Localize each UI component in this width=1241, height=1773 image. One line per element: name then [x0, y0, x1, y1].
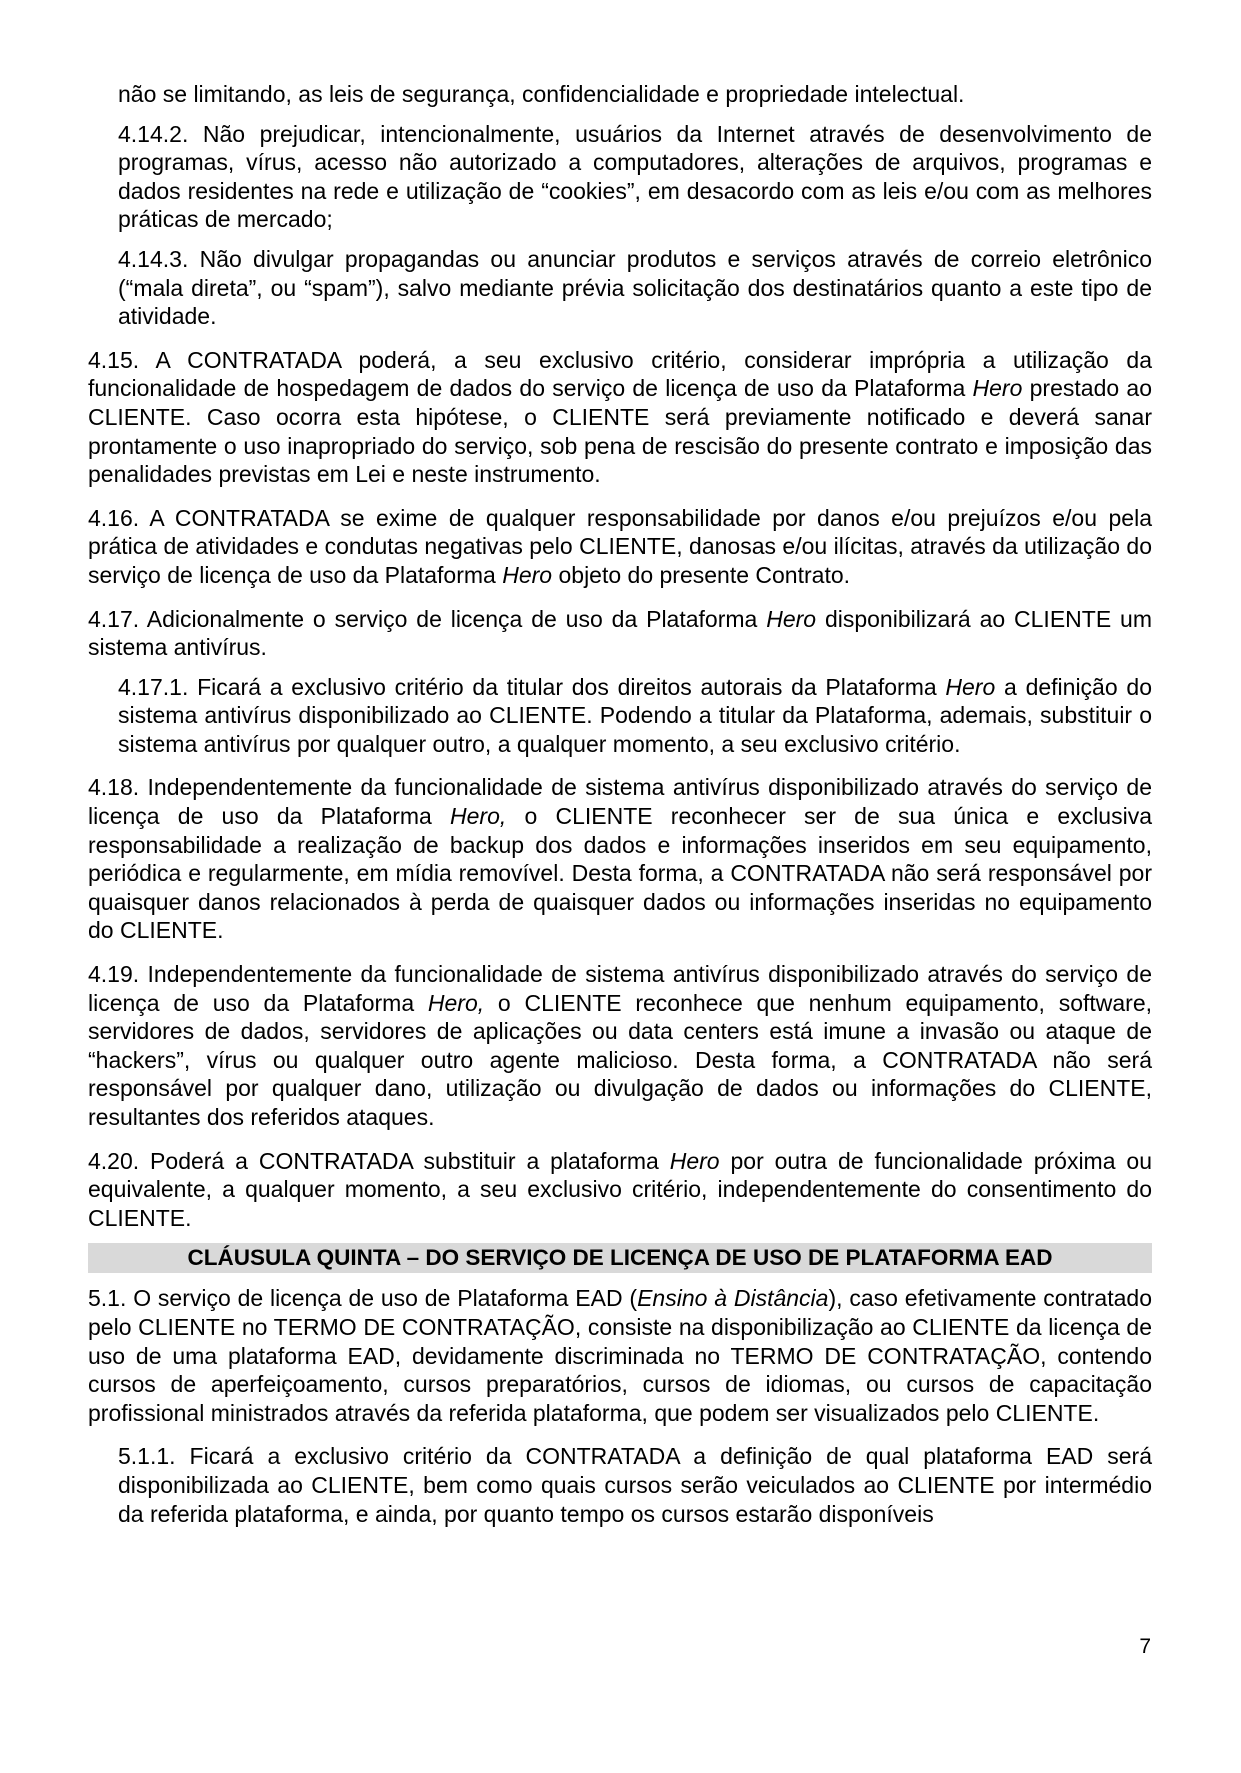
paragraph-5-1-1: 5.1.1. Ficará a exclusivo critério da CONTRATADA a definição de qual plataforma EAD será disponibilizada ao CLIENTE, bem como quais cursos serão veiculados ao CLIENTE por intermédio da referida plataforma, e ainda, por quanto tempo os cursos estarão disponíveis: [118, 1443, 1152, 1527]
paragraph-4-19: [88, 960, 1152, 1132]
paragraph-5-1: [88, 1284, 1152, 1427]
emphasis-text: Hero: [945, 673, 996, 700]
text-run: 4.16. A CONTRATADA se exime de qualquer responsabilidade por danos e/ou prejuízos e/ou pela prática de atividades e condutas negativas pelo CLIENTE, danosas e/ou ilícitas, através da utilização do serviço de licença de uso da Plataforma: [88, 504, 1152, 588]
text-run: ), caso efetivamente contratado pelo CLIENTE no TERMO DE CONTRATAÇÃO, consiste na disponibilização ao CLIENTE da licença de uso de uma plataforma EAD, devidamente discriminada no TERMO DE CONTRATAÇÃO, contendo cursos de aperfeiçoamento, cursos preparatórios, cursos de idiomas, ou cursos de capacitação profissional ministrados através da referida plataforma, que podem ser visualizados pelo CLIENTE.: [88, 1285, 1152, 1426]
paragraph-4-18: [88, 773, 1152, 945]
page-number: 7: [1139, 1635, 1151, 1658]
document-page: [88, 80, 1152, 1528]
emphasis-text: Hero: [972, 375, 1023, 402]
text-run: 4.20. Poderá a CONTRATADA substituir a plataforma: [88, 1147, 670, 1174]
text-run: 4.17.1. Ficará a exclusivo critério da titular dos direitos autorais da Plataforma: [118, 673, 946, 700]
emphasis-text: Hero,: [450, 803, 507, 830]
text-run: o CLIENTE reconhece que nenhum equipamento, software, servidores de dados, servidores de aplicações ou data centers está imune a invasão ou ataque de “hackers”, vírus ou qualquer outro agente malicioso. Desta forma, a CONTRATADA não será responsável por qualquer dano, utilização ou divulgação de dados ou informações do CLIENTE, resultantes dos referidos ataques.: [88, 989, 1153, 1130]
text-run: 4.18. Independentemente da funcionalidade de sistema antivírus disponibilizado através do serviço de licença de uso da Plataforma: [88, 774, 1152, 830]
paragraph-4-16: [88, 504, 1152, 590]
emphasis-text: Hero: [502, 561, 553, 588]
text-run: 4.17. Adicionalmente o serviço de licença de uso da Plataforma: [88, 605, 767, 632]
paragraph-4-20: [88, 1147, 1152, 1233]
text-run: 4.19. Independentemente da funcionalidade de sistema antivírus disponibilizado através do serviço de licença de uso da Plataforma: [88, 961, 1152, 1016]
text-run: 4.15. A CONTRATADA poderá, a seu exclusivo critério, considerar imprópria a utilização da funcionalidade de hospedagem de dados do serviço de licença de uso da Plataforma: [88, 346, 1152, 402]
emphasis-text: Ensino à Distância: [637, 1285, 829, 1312]
text-run: disponibilizará ao CLIENTE um sistema antivírus.: [88, 605, 1152, 661]
text-run: o CLIENTE reconhecer ser de sua única e exclusiva responsabilidade a realização de backup dos dados e informações inseridos em seu equipamento, periódica e regularmente, em mídia removível. Desta forma, a CONTRATADA não será responsável por quaisquer danos relacionados à perda de quaisquer dados ou informações inseridas no equipamento do CLIENTE.: [88, 803, 1152, 944]
text-run: 5.1. O serviço de licença de uso de Plataforma EAD (: [88, 1285, 638, 1312]
paragraph-4-15: [88, 346, 1152, 489]
section-heading-clausula-quinta: CLÁUSULA QUINTA – DO SERVIÇO DE LICENÇA DE USO DE PLATAFORMA EAD: [88, 1243, 1152, 1273]
paragraph-continuation: não se limitando, as leis de segurança, confidencialidade e propriedade intelectual.: [118, 81, 965, 107]
text-run: prestado ao CLIENTE. Caso ocorra esta hipótese, o CLIENTE será previamente notificado e deverá sanar prontamente o uso inapropriado do serviço, sob pena de rescisão do presente contrato e imposição das penalidades previstas em Lei e neste instrumento.: [88, 375, 1152, 488]
paragraph-4-17: [88, 605, 1152, 662]
text-run: objeto do presente Contrato.: [552, 561, 851, 588]
emphasis-text: Hero,: [427, 989, 485, 1016]
text-run: a definição do sistema antivírus disponibilizado ao CLIENTE. Podendo a titular da Plataforma, ademais, substituir o sistema antivírus por qualquer outro, a qualquer momento, a seu exclusivo critério.: [118, 673, 1152, 757]
text-run: por outra de funcionalidade próxima ou equivalente, a qualquer momento, a seu exclusivo critério, independentemente do consentimento do CLIENTE.: [88, 1147, 1152, 1231]
emphasis-text: Hero: [669, 1147, 720, 1174]
paragraph-4-14-3: 4.14.3. Não divulgar propagandas ou anunciar produtos e serviços através de correio eletrônico (“mala direta”, ou “spam”), salvo mediante prévia solicitação dos destinatários quanto a este tipo de atividade.: [118, 245, 1152, 330]
paragraph-4-17-1: [118, 673, 1152, 759]
emphasis-text: Hero: [766, 605, 817, 632]
paragraph-4-14-2: 4.14.2. Não prejudicar, intencionalmente, usuários da Internet através de desenvolvimento de programas, vírus, acesso não autorizado a computadores, alterações de arquivos, programas e dados residentes na rede e utilização de “cookies”, em desacordo com as leis e/ou com as melhores práticas de mercado;: [118, 120, 1152, 233]
